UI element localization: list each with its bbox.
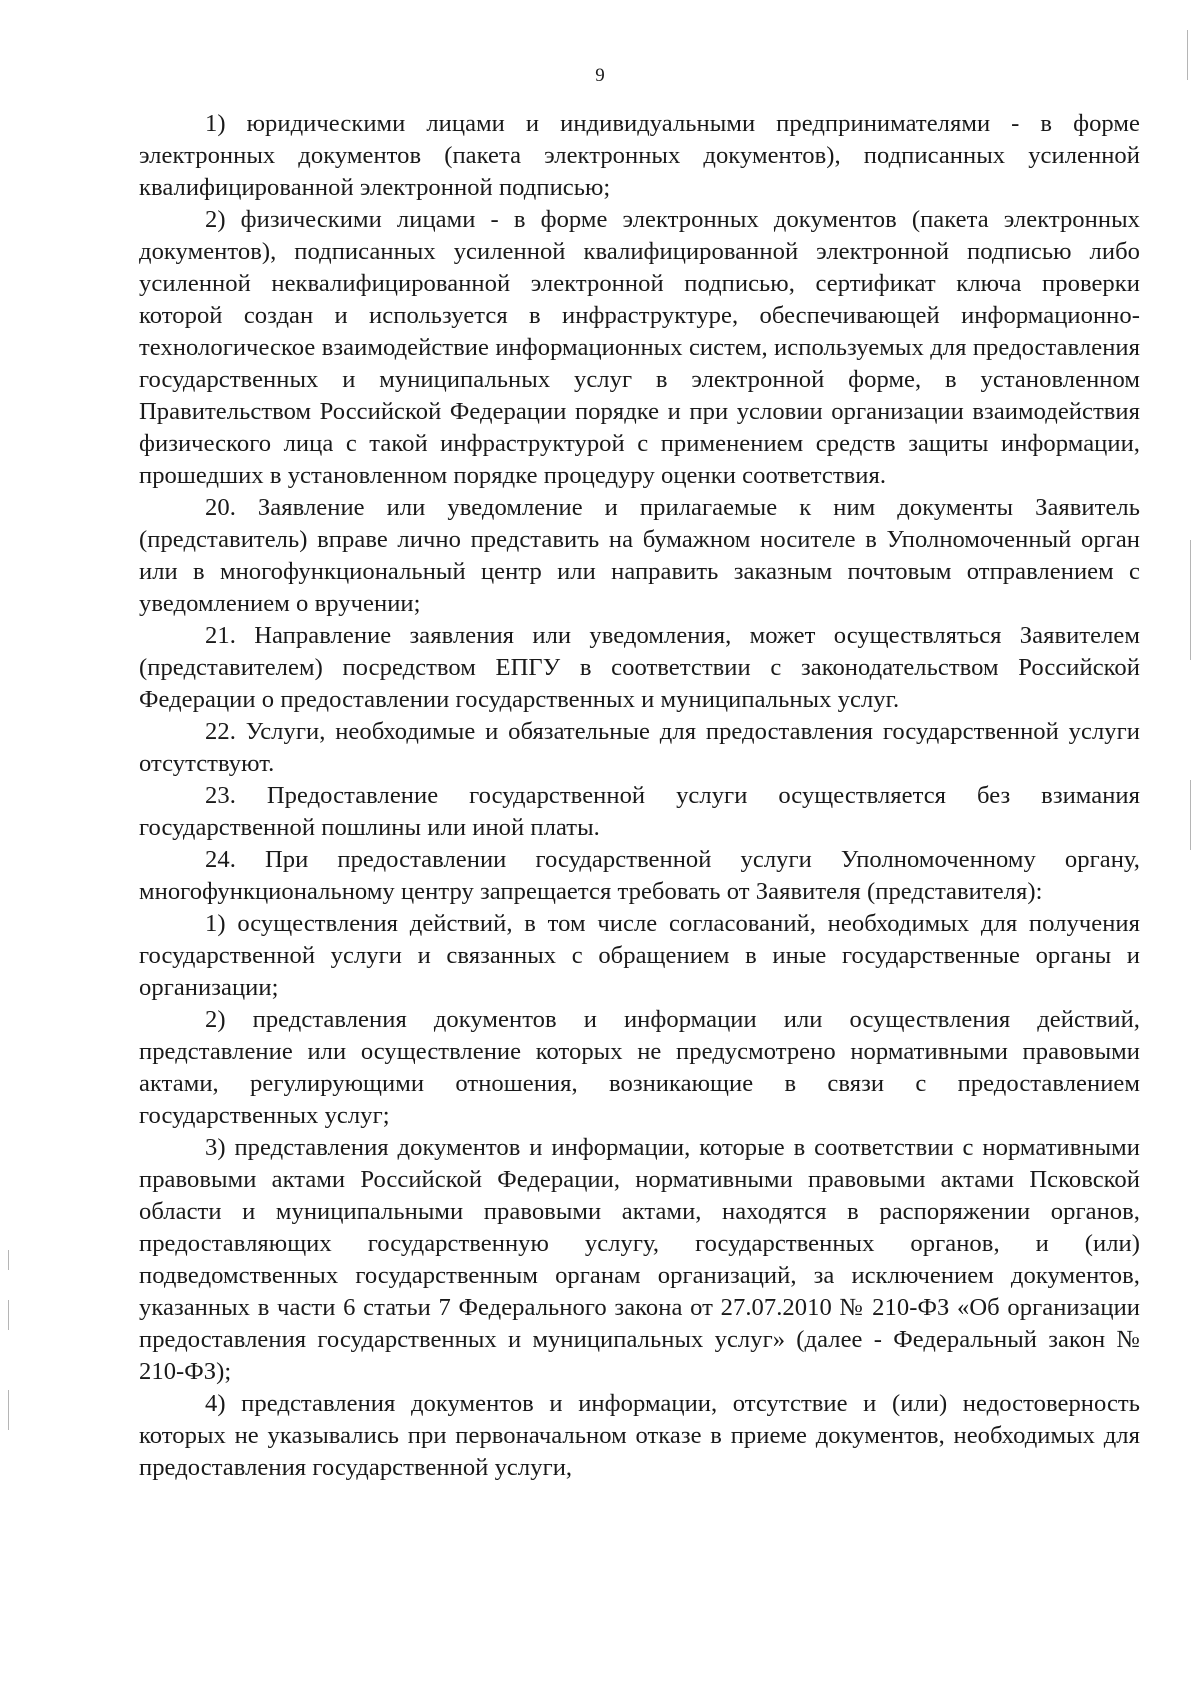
page-number: 9 [595,65,605,86]
paragraph-24-item-3: 3) представления документов и информации, которые в соответствии с нормативными правовыми актами Российской Федерации, нормативными правовыми актами Псковской области и муниципальными правовыми актами, находятся в распоряжении органов, предоставляющих государственную услугу, государственных органов, и (или) подведомственных государственным органам организаций, за исключением документов, указанных в части 6 статьи 7 Федерального закона от 27.07.2010 № 210-ФЗ «Об организации предоставления государственных и муниципальных услуг» (далее - Федеральный закон № 210-ФЗ); [139,1134,1140,1385]
paragraph-22: 22. Услуги, необходимые и обязательные для предоставления государственной услуги отсутствуют. [139,718,1140,777]
scan-edge-mark [8,1390,9,1430]
document-body [139,108,1140,1484]
paragraph-item-2-individuals: 2) физическими лицами - в форме электронных документов (пакета электронных документов), подписанных усиленной квалифицированной электронной подписью либо усиленной неквалифицированной электронной подписью, сертификат ключа проверки которой создан и используется в инфраструктуре, обеспечивающей информационно-технологическое взаимодействие информационных систем, используемых для предоставления государственных и муниципальных услуг в электронной форме, в установленном Правительством Российской Федерации порядке и при условии организации взаимодействия физического лица с такой инфраструктурой с применением средств защиты информации, прошедших в установленном порядке процедуру оценки соответствия. [139,206,1140,489]
scan-edge-mark [8,1250,9,1270]
paragraph-24-item-4: 4) представления документов и информации, отсутствие и (или) недостоверность которых не указывались при первоначальном отказе в приеме документов, необходимых для предоставления государственной услуги, [139,1390,1140,1481]
paragraph-20: 20. Заявление или уведомление и прилагаемые к ним документы Заявитель (представитель) вправе лично представить на бумажном носителе в Уполномоченный орган или в многофункциональный центр или направить заказным почтовым отправлением с уведомлением о вручении; [139,494,1140,617]
paragraph-item-1-legal-entities: 1) юридическими лицами и индивидуальными предпринимателями - в форме электронных документов (пакета электронных документов), подписанных усиленной квалифицированной электронной подписью; [139,110,1140,201]
scan-edge-mark [1187,30,1188,80]
scan-edge-mark [8,1300,9,1330]
scan-edge-mark [1190,780,1191,850]
scan-edge-mark [1190,540,1191,660]
paragraph-24-item-1: 1) осуществления действий, в том числе согласований, необходимых для получения государственной услуги и связанных с обращением в иные государственные органы и организации; [139,910,1140,1001]
paragraph-24: 24. При предоставлении государственной услуги Уполномоченному органу, многофункциональному центру запрещается требовать от Заявителя (представителя): [139,846,1140,905]
paragraph-21: 21. Направление заявления или уведомления, может осуществляться Заявителем (представителем) посредством ЕПГУ в соответствии с законодательством Российской Федерации о предоставлении государственных и муниципальных услуг. [139,622,1140,713]
paragraph-24-item-2: 2) представления документов и информации или осуществления действий, представление или осуществление которых не предусмотрено нормативными правовыми актами, регулирующими отношения, возникающие в связи с предоставлением государственных услуг; [139,1006,1140,1129]
paragraph-23: 23. Предоставление государственной услуги осуществляется без взимания государственной пошлины или иной платы. [139,782,1140,841]
